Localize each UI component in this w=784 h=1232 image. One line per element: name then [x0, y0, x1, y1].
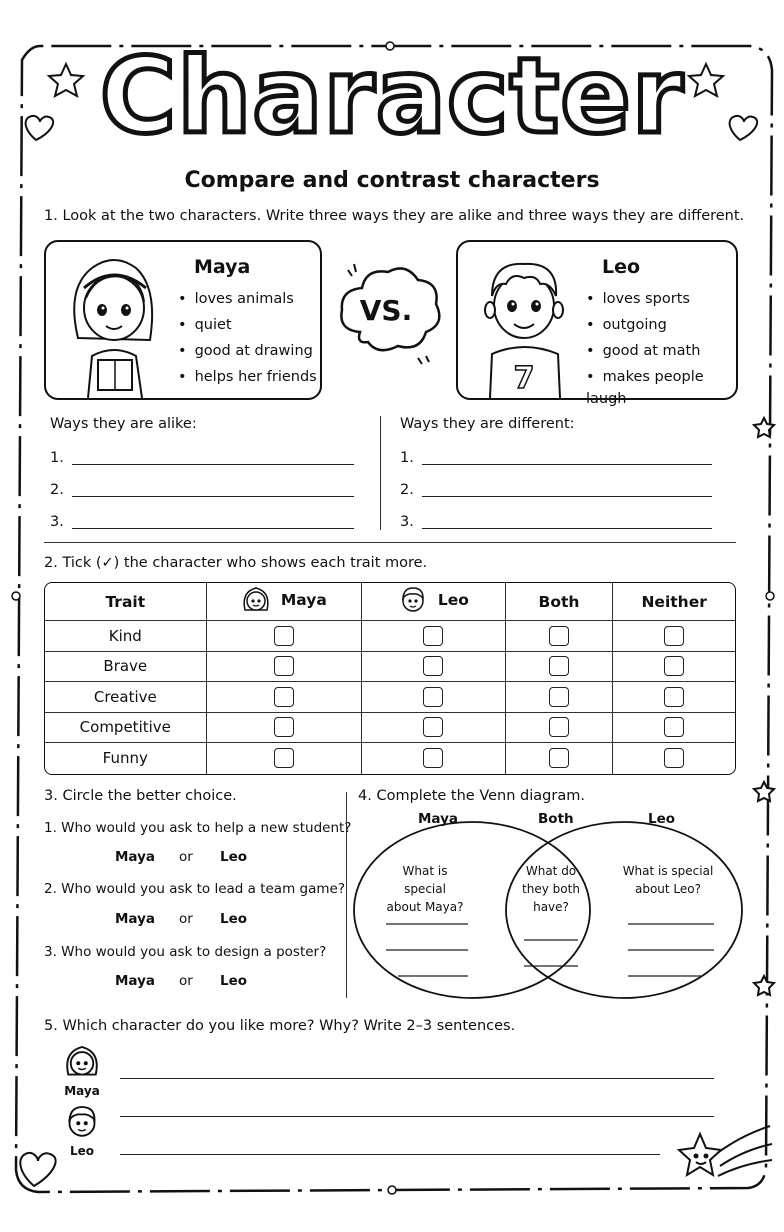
vs-text: VS.	[359, 294, 413, 327]
writing-line-3[interactable]	[120, 1154, 660, 1155]
venn-middle-prompt[interactable]	[516, 862, 586, 916]
question-1-prompt: 1. Look at the two characters. Write three ways they are alike and three ways they are different.	[44, 208, 745, 224]
question-2-prompt: 2. Tick (✓) the character who shows each trait more.	[44, 555, 428, 571]
list-item: • quiet	[178, 314, 317, 340]
column-divider	[380, 416, 381, 530]
table-row	[45, 652, 735, 683]
checkbox-maya[interactable]	[274, 717, 294, 737]
checkbox-both[interactable]	[549, 656, 569, 676]
q3-question-3: 3. Who would you ask to design a poster?	[44, 944, 327, 960]
shirt-number: 7	[513, 361, 535, 396]
q3-question-1: 1. Who would you ask to help a new student?	[44, 820, 352, 836]
checkbox-neither[interactable]	[664, 626, 684, 646]
choice-maya[interactable]: Maya	[115, 973, 156, 989]
table-row	[45, 713, 735, 744]
worksheet-title: Character	[99, 35, 685, 157]
header-trait: Trait	[45, 583, 207, 621]
maya-name: Maya	[194, 256, 251, 278]
leo-trait-list	[586, 288, 736, 407]
question-5-prompt: 5. Which character do you like more? Why? Write 2–3 sentences.	[44, 1018, 516, 1034]
different-line-1[interactable]	[400, 450, 414, 466]
alike-line-2[interactable]	[50, 482, 64, 498]
checkbox-maya[interactable]	[274, 626, 294, 646]
venn-middle-line: have?	[533, 900, 569, 914]
leo-face-icon	[398, 584, 428, 616]
checkbox-both[interactable]	[549, 687, 569, 707]
checkbox-neither[interactable]	[664, 687, 684, 707]
table-row	[45, 682, 735, 713]
section-divider	[44, 542, 736, 543]
header-leo	[362, 583, 506, 621]
venn-label-maya: Maya	[418, 811, 459, 827]
choice-maya[interactable]: Maya	[115, 849, 156, 865]
trait-name: Brave	[45, 652, 207, 683]
checkbox-both[interactable]	[549, 748, 569, 768]
alike-line-3[interactable]	[50, 514, 64, 530]
different-line-3[interactable]	[400, 514, 414, 530]
alike-label: Ways they are alike:	[50, 416, 197, 432]
checkbox-leo[interactable]	[423, 748, 443, 768]
list-item: • good at math	[586, 340, 736, 366]
table-header-row	[45, 583, 735, 621]
leo-portrait-icon	[470, 248, 580, 398]
header-leo-label: Leo	[437, 590, 469, 609]
line-number: 1.	[50, 450, 64, 466]
list-item: • good at drawing	[178, 340, 317, 366]
trait-table	[44, 582, 736, 775]
writing-line-2[interactable]	[120, 1116, 714, 1117]
question-4-prompt: 4. Complete the Venn diagram.	[358, 788, 585, 804]
maya-face-icon	[241, 584, 271, 616]
checkbox-leo[interactable]	[423, 687, 443, 707]
or-label: or	[179, 911, 193, 927]
or-label: or	[179, 973, 193, 989]
different-line-2[interactable]	[400, 482, 414, 498]
checkbox-neither[interactable]	[664, 717, 684, 737]
vs-badge	[330, 252, 450, 376]
or-label: or	[179, 849, 193, 865]
venn-middle-line: they both	[522, 882, 580, 896]
venn-right-prompt[interactable]	[622, 862, 714, 898]
choice-maya[interactable]: Maya	[115, 911, 156, 927]
leo-face-label: Leo	[69, 1144, 95, 1158]
maya-trait-list	[178, 288, 317, 392]
maya-portrait-icon	[58, 248, 168, 398]
trait-name: Creative	[45, 682, 207, 713]
checkbox-leo[interactable]	[423, 656, 443, 676]
writing-line-1[interactable]	[120, 1078, 714, 1079]
list-item: • outgoing	[586, 314, 736, 340]
character-card-maya	[44, 240, 322, 400]
venn-right-line: about Leo?	[634, 882, 701, 896]
list-item: • loves animals	[178, 288, 317, 314]
table-row	[45, 743, 735, 774]
line-number: 2.	[50, 482, 64, 498]
q3-question-2: 2. Who would you ask to lead a team game?	[44, 881, 345, 897]
header-maya	[207, 583, 363, 621]
header-neither: Neither	[613, 583, 735, 621]
question-3-prompt: 3. Circle the better choice.	[44, 788, 237, 804]
checkbox-maya[interactable]	[274, 687, 294, 707]
checkbox-both[interactable]	[549, 626, 569, 646]
worksheet-subtitle: Compare and contrast characters	[184, 168, 600, 193]
checkbox-both[interactable]	[549, 717, 569, 737]
maya-face-label: Maya	[64, 1084, 100, 1098]
checkbox-neither[interactable]	[664, 748, 684, 768]
venn-right-line: What is special	[622, 864, 714, 878]
leo-face-icon	[62, 1102, 102, 1142]
alike-line-1[interactable]	[50, 450, 64, 466]
venn-label-both: Both	[538, 811, 574, 827]
venn-left-line: about Maya?	[386, 900, 464, 914]
trait-name: Kind	[45, 621, 207, 652]
choice-leo[interactable]: Leo	[220, 911, 248, 927]
column-divider	[346, 792, 347, 998]
trait-name: Competitive	[45, 713, 207, 744]
trait-name: Funny	[45, 743, 207, 774]
line-number: 3.	[50, 514, 64, 530]
list-item: • loves sports	[586, 288, 736, 314]
venn-left-prompt[interactable]	[382, 862, 468, 916]
line-number: 2.	[400, 482, 414, 498]
header-both: Both	[506, 583, 614, 621]
venn-label-leo: Leo	[648, 811, 676, 827]
character-card-leo	[456, 240, 738, 407]
line-number: 1.	[400, 450, 414, 466]
checkbox-maya[interactable]	[274, 748, 294, 768]
different-label: Ways they are different:	[400, 416, 575, 432]
checkbox-leo[interactable]	[423, 626, 443, 646]
choice-leo[interactable]: Leo	[220, 973, 248, 989]
list-item: • helps her friends	[178, 366, 317, 392]
choice-leo[interactable]: Leo	[220, 849, 248, 865]
header-maya-label: Maya	[280, 590, 327, 609]
venn-middle-line: What do	[525, 864, 577, 878]
venn-left-line: What is special	[402, 864, 448, 896]
line-number: 3.	[400, 514, 414, 530]
checkbox-leo[interactable]	[423, 717, 443, 737]
shooting-star-icon	[679, 1126, 772, 1176]
cloud-icon	[330, 252, 450, 372]
maya-face-icon	[62, 1042, 102, 1082]
list-item: • makes people laugh	[586, 366, 736, 392]
checkbox-maya[interactable]	[274, 656, 294, 676]
table-row	[45, 621, 735, 652]
checkbox-neither[interactable]	[664, 656, 684, 676]
leo-name: Leo	[602, 256, 641, 278]
